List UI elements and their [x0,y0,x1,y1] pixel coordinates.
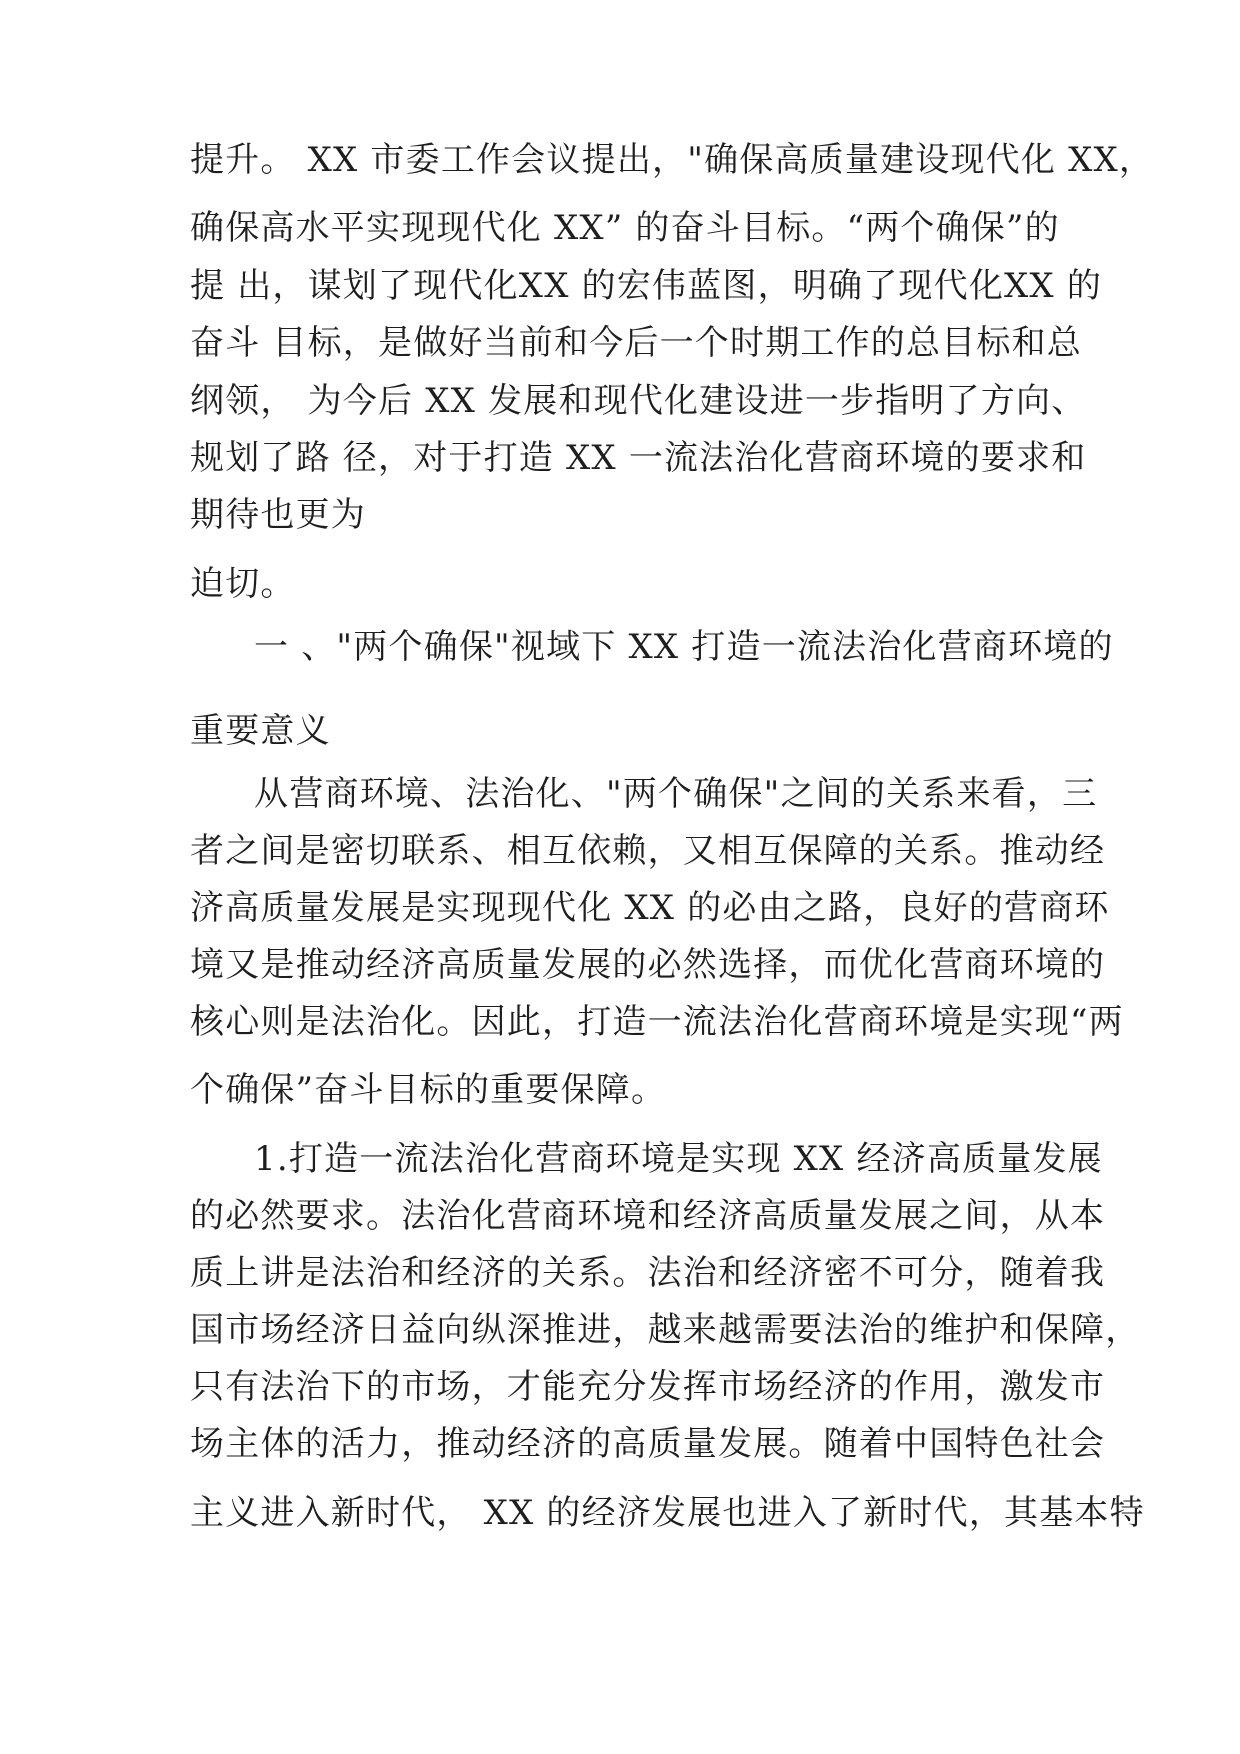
text-line: 质上讲是法治和经济的关系。法治和经济密不可分，随着我 [190,1253,1106,1293]
text-line: 主义进入新时代， XX 的经济发展也进入了新时代，其基本特 [190,1493,1145,1533]
text-line: 场主体的活力，推动经济的高质量发展。随着中国特色社会 [190,1424,1106,1464]
text-line: 只有法治下的市场，才能充分发挥市场经济的作用，激发市 [190,1367,1106,1407]
text-line: 迫切。 [190,564,296,604]
text-line: 确保高水平实现现代化 XX” 的奋斗目标。“两个确保”的 [190,208,1060,248]
section-heading-continuation: 重要意义 [190,711,331,751]
text-line: 奋斗 目标，是做好当前和今后一个时期工作的总目标和总 [190,323,1083,363]
text-line: 境又是推动经济高质量发展的必然选择，而优化营商环境的 [190,945,1106,985]
text-line: 个确保”奋斗目标的重要保障。 [190,1070,667,1110]
text-line: 者之间是密切联系、相互依赖，又相互保障的关系。推动经 [190,831,1106,871]
section-heading: 一 、"两个确保"视域下 XX 打造一流法治化营商环境的 [254,627,1114,667]
text-line: 的必然要求。法治化营商环境和经济高质量发展之间，从本 [190,1196,1106,1236]
paragraph-first-line: 1.打造一流法治化营商环境是实现 XX 经济高质量发展 [254,1139,1103,1179]
text-line: 规划了路 径，对于打造 XX 一流法治化营商环境的要求和 [190,438,1087,478]
text-line: 提 出，谋划了现代化XX 的宏伟蓝图，明确了现代化XX 的 [190,266,1103,306]
paragraph-first-line: 从营商环境、法治化、"两个确保"之间的关系来看，三 [254,774,1098,814]
text-line: 国市场经济日益向纵深推进，越来越需要法治的维护和保障， [190,1310,1141,1350]
text-line: 期待也更为 [190,495,366,535]
text-line: 纲领， 为今后 XX 发展和现代化建设进一步指明了方向、 [190,381,1087,421]
text-line: 提升。 XX 市委工作会议提出，"确保高质量建设现代化 XX， [190,140,1155,180]
text-line: 济高质量发展是实现现代化 XX 的必由之路，良好的营商环 [190,888,1110,928]
text-line: 核心则是法治化。因此，打造一流法治化营商环境是实现“两 [190,1002,1124,1042]
